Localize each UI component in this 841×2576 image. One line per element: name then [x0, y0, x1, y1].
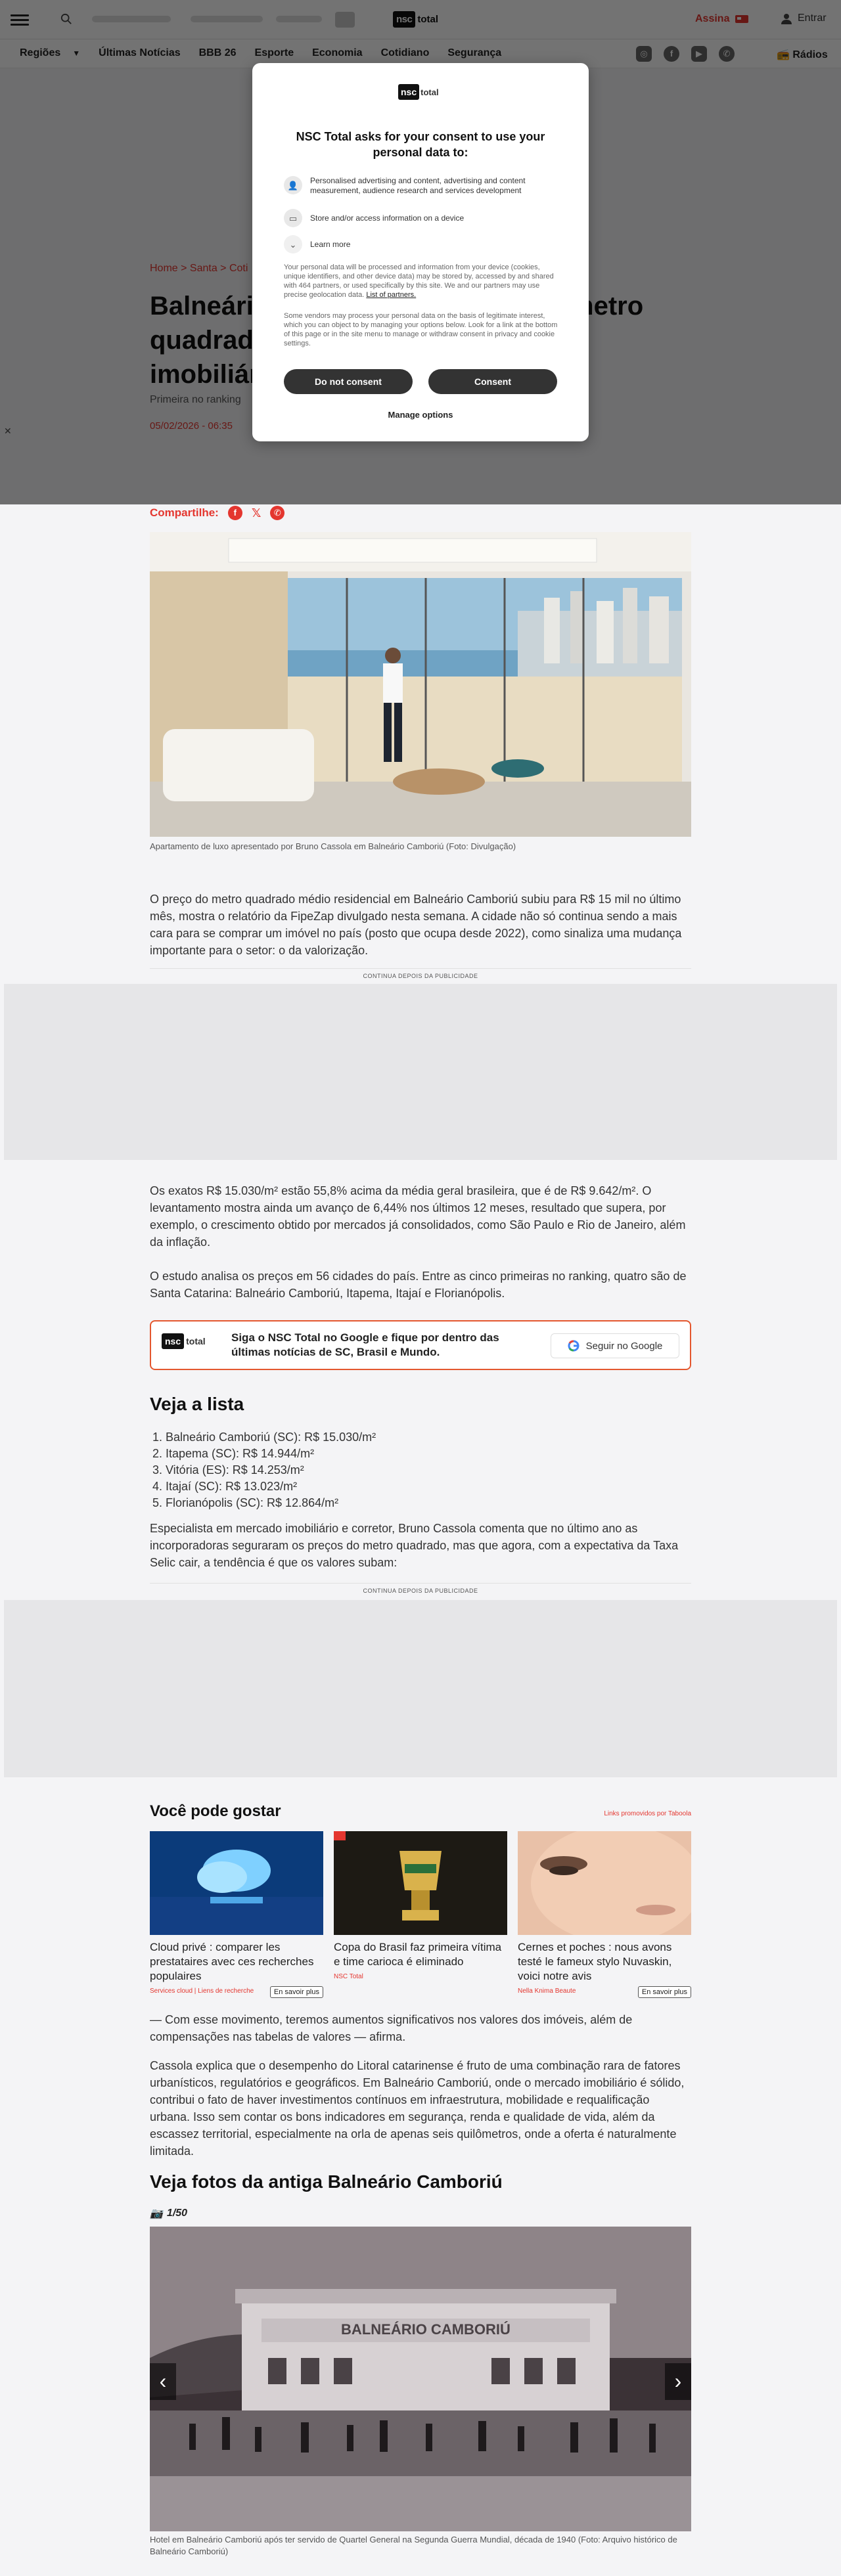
consent-text-1-body: Your personal data will be processed and information from your device (cookies, unique identifiers, and other device data) may be stored by, accessed by and shared with 464 partners, or used specifically by this site. We and our partners may use precise geolocation data. — [284, 263, 554, 299]
list-heading: Veja a lista — [150, 1394, 244, 1414]
do-not-consent-button[interactable]: Do not consent — [284, 369, 413, 394]
banner-text: Siga o NSC Total no Google e fique por dentro das últimas notícias de SC, Brasil e Mundo. — [231, 1331, 499, 1358]
card-title: Copa do Brasil faz primeira vítima e time carioca é eliminado — [334, 1941, 502, 1968]
photo-caption: Apartamento de luxo apresentado por Bruno Cassola em Balneário Camboriú (Foto: Divulgação) — [150, 841, 516, 851]
card-source: NSC Total — [334, 1973, 363, 1980]
list-item: 1. Balneário Camboriú (SC): R$ 15.030/m² — [166, 1429, 691, 1446]
card-title: Cernes et poches : nous avons testé le fameux stylo Nuvaskin, voici notre avis — [518, 1941, 672, 1982]
gallery-prev-button[interactable]: ‹ — [150, 2363, 176, 2400]
gallery-next-button[interactable]: › — [665, 2363, 691, 2400]
partners-link[interactable]: List of partners. — [366, 291, 417, 299]
consent-dialog — [252, 63, 589, 441]
list-item: 4. Itajaí (SC): R$ 13.023/m² — [166, 1478, 691, 1495]
recommendation-card[interactable] — [334, 1831, 507, 1980]
recommendation-card[interactable] — [518, 1831, 691, 1995]
card-source: Services cloud | Liens de recherche — [150, 1988, 254, 1995]
paragraph-5: Cassola explica que o desempenho do Litoral catarinense é fruto de uma combinação rara de fatores urbanísticos, regulatórios e geográficos. Em Balneário Camboriú, onde o mercado imobiliário é sólido, contribui o fato de haver investimentos contínuos em infraestrutura, mobilidade e requalificação urbana. Isso sem contar os bons indicadores em segurança, renda e qualidade de vida, além da escassez territorial, especialmente na orla de apenas seis quilômetros, onde a oferta é naturalmente limitada. — [150, 2059, 685, 2158]
logo-total: total — [186, 1336, 206, 1346]
list-item: 2. Itapema (SC): R$ 14.944/m² — [166, 1446, 691, 1462]
logo-total: total — [420, 87, 439, 97]
paragraph-2: Os exatos R$ 15.030/m² estão 55,8% acima da média geral brasileira, que é de R$ 9.642/m². O levantamento mostra ainda um avanço de 6,44% nos últimos 12 meses, resultado que supera, por exemplo, o crescimento obtido por mercados já consolidados, como São Paulo e Rio de Janeiro, além da inflação. — [150, 1184, 686, 1249]
consent-text-2: Some vendors may process your personal data on the basis of legitimate interest, which you can object to by managing your options below. Look for a link at the bottom of this page or in the site menu to manage or withdraw consent in privacy and cookie settings. — [284, 312, 558, 347]
ad-slot[interactable] — [4, 1600, 837, 1777]
paragraph-3: O estudo analisa os preços em 56 cidades do país. Entre as cinco primeiras no ranking, quatro são de Santa Catarina: Balneário Camboriú, Itapema, Itajaí e Florianópolis. — [150, 1270, 687, 1300]
consent-button[interactable]: Consent — [428, 369, 557, 394]
facebook-icon[interactable]: f — [228, 506, 242, 520]
gallery-title: Veja fotos da antiga Balneário Camboriú — [150, 2171, 503, 2192]
card-image — [150, 1831, 323, 1935]
follow-google-banner — [150, 1320, 691, 1370]
learn-more-button[interactable]: En savoir plus — [270, 1986, 323, 1998]
article-photo — [150, 532, 691, 837]
gallery-counter — [150, 2207, 691, 2220]
chevron-down-icon: ⌄ — [284, 235, 302, 254]
paragraph-4: Especialista em mercado imobiliário e corretor, Bruno Cassola comenta que no último ano as incorporadoras seguraram os preços do metro quadrado, mas que agora, com a expectativa da Taxa Selic cair, a tendência é que os valores subam: — [150, 1522, 679, 1569]
follow-google-button[interactable] — [551, 1333, 679, 1358]
purpose-text: Store and/or access information on a device — [310, 213, 465, 223]
ranking-list — [150, 1429, 691, 1511]
ad-label: CONTINUA DEPOIS DA PUBLICIDADE — [150, 968, 691, 979]
taboola-label[interactable]: Links promovidos por Taboola — [604, 1810, 691, 1817]
learn-more-toggle[interactable] — [284, 235, 562, 254]
list-item: 3. Vitória (ES): R$ 14.253/m² — [166, 1462, 691, 1478]
whatsapp-icon[interactable]: ✆ — [270, 506, 284, 520]
gallery-counter-text: 1/50 — [166, 2208, 188, 2219]
card-title: Cloud privé : comparer les prestataires avec ces recherches populaires — [150, 1941, 314, 1982]
apartment-photo — [150, 532, 691, 837]
follow-google-label: Seguir no Google — [585, 1340, 663, 1352]
close-icon[interactable]: ✕ — [4, 426, 12, 436]
consent-title: NSC Total asks for your consent to use your personal data to: — [296, 130, 545, 159]
card-source: Nella Knima Beaute — [518, 1988, 576, 1995]
learn-more-button[interactable]: En savoir plus — [638, 1986, 691, 1998]
recommendation-card[interactable] — [150, 1831, 323, 1995]
recommendations-title: Você pode gostar — [150, 1802, 281, 1820]
gallery-image — [150, 2227, 691, 2531]
x-icon[interactable]: 𝕏 — [251, 506, 261, 520]
paragraph-1: O preço do metro quadrado médio residencial em Balneário Camboriú subiu para R$ 15 mil no último mês, mostra o relatório da FipeZap divulgado nesta semana. A cidade não só continua sendo a mais cara para se comprar um imóvel no país (posto que ocupa desde 2022), como sinaliza uma mudança importante para o setor: o da valorização. — [150, 893, 682, 957]
ad-slot[interactable] — [4, 984, 837, 1160]
card-image — [518, 1831, 691, 1935]
list-item: 5. Florianópolis (SC): R$ 12.864/m² — [166, 1495, 691, 1511]
share-label: Compartilhe: — [150, 506, 219, 519]
consent-text-1 — [284, 263, 560, 300]
quote-paragraph: — Com esse movimento, teremos aumentos significativos nos valores dos imóveis, além de compensações nas tabelas de valores — afirma. — [150, 2013, 633, 2043]
gallery-caption: Hotel em Balneário Camboriú após ter servido de Quartel General na Segunda Guerra Mundial, década de 1940 (Foto: Arquivo histórico de Balneário Camboriú) — [150, 2535, 677, 2556]
ad-label: CONTINUA DEPOIS DA PUBLICIDADE — [150, 1583, 691, 1594]
google-icon — [568, 1340, 580, 1352]
learn-more-label: Learn more — [310, 239, 351, 249]
device-icon: ▭ — [284, 209, 302, 227]
consent-logo — [398, 84, 439, 100]
share-bar — [150, 506, 691, 520]
banner-logo — [162, 1333, 206, 1349]
manage-options-button[interactable]: Manage options — [388, 410, 453, 420]
person-icon: 👤 — [284, 176, 302, 194]
consent-purpose-ads — [284, 176, 562, 196]
consent-purpose-storage — [284, 209, 562, 227]
logo-nsc: nsc — [162, 1333, 184, 1349]
purpose-text: Personalised advertising and content, advertising and content measurement, audience research and services development — [310, 176, 526, 195]
hotel-sign: BALNEÁRIO CAMBORIÚ — [341, 2321, 511, 2338]
card-image — [334, 1831, 507, 1935]
logo-nsc: nsc — [398, 84, 419, 100]
camera-icon: 📷 — [150, 2208, 163, 2219]
